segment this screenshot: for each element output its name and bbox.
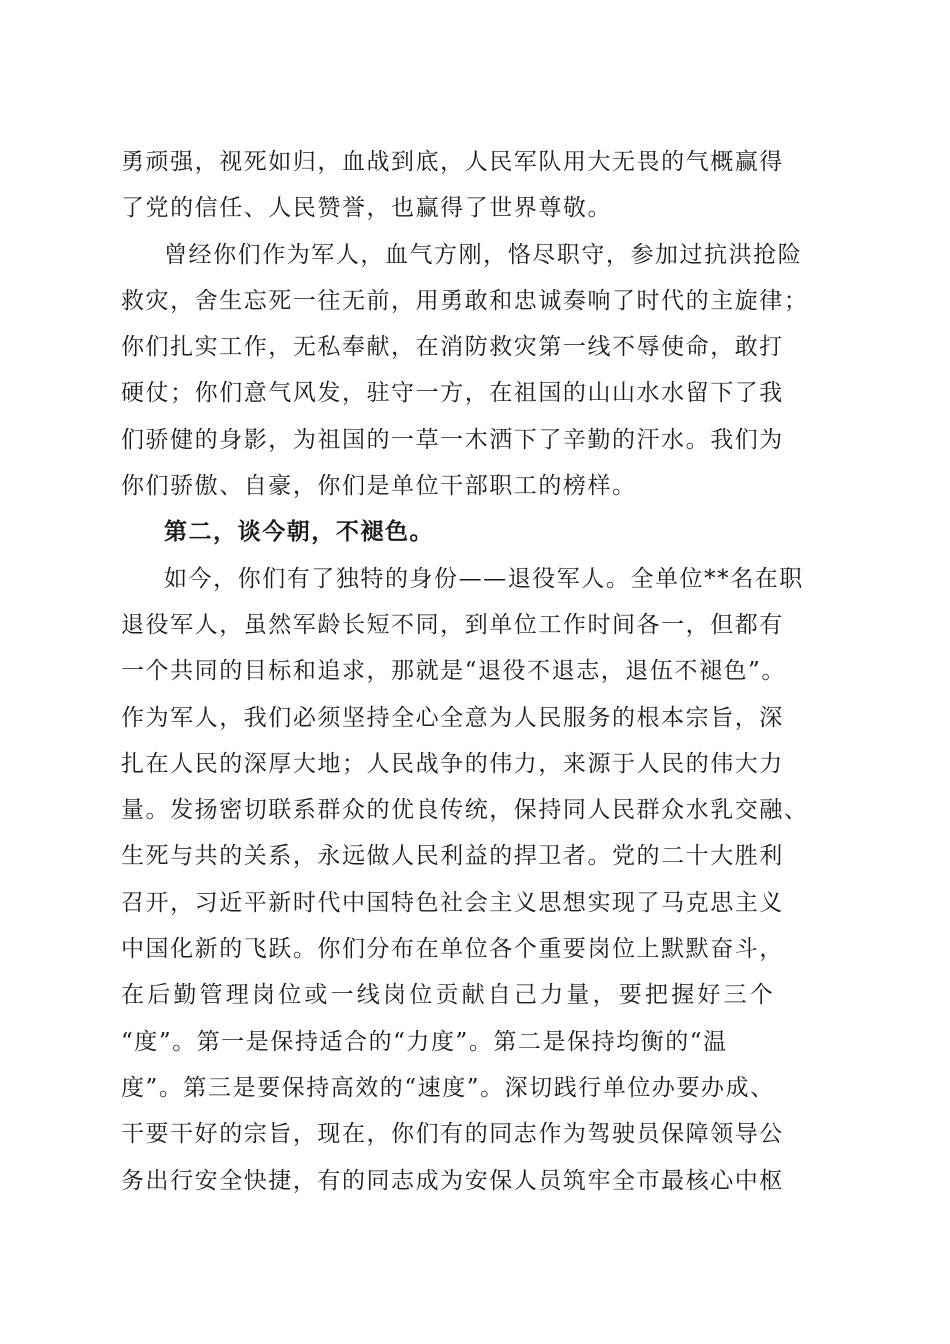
text-line: 你们骄傲、自豪，你们是单位干部职工的榜样。 [121,473,637,500]
text-line: 硬仗；你们意气风发，驻守一方，在祖国的山山水水留下了我 [121,380,784,407]
text-line: 召开，习近平新时代中国特色社会主义思想实现了马克思主义 [121,889,784,916]
text-line: 度”。第三是要保持高效的“速度”。深切践行单位办要办成、 [121,1074,775,1101]
text-line: 勇顽强，视死如归，血战到底，人民军队用大无畏的气概赢得 [121,149,784,175]
text-line: 了党的信任、人民赞誉，也赢得了世界尊敬。 [121,195,612,222]
text-line: 干要干好的宗旨，现在，你们有的同志作为驾驶员保障领导公 [121,1121,784,1148]
text-line: 生死与共的关系，永远做人民利益的捍卫者。党的二十大胜利 [121,843,784,870]
document-body [121,139,831,1204]
text-line: 你们扎实工作，无私奉献，在消防救灾第一线不辱使命，敢打 [121,334,784,361]
text-line: 在后勤管理岗位或一线岗位贡献自己力量，要把握好三个 [121,982,776,1009]
text-line: 一个共同的目标和追求，那就是“退役不退志，退伍不褪色”。 [121,658,786,685]
text-line: 退役军人，虽然军龄长短不同，到单位工作时间各一，但都有 [121,611,784,638]
text-line: 务出行安全快捷，有的同志成为安保人员筑牢全市最核心中枢 [121,1167,784,1194]
text-line: 扎在人民的深厚大地；人民战争的伟力，来源于人民的伟大力 [121,750,784,777]
text-line: “度”。第一是保持适合的“力度”。第二是保持均衡的“温 [121,1028,728,1055]
text-line: 中国化新的飞跃。你们分布在单位各个重要岗位上默默奋斗， [121,936,784,963]
paragraph-start-line: 曾经你们作为军人，血气方刚，恪尽职守，参加过抗洪抢险 [164,241,803,268]
text-line: 作为军人，我们必须坚持全心全意为人民服务的根本宗旨，深 [121,704,784,731]
section-heading: 第二，谈今朝，不褪色。 [164,518,435,546]
text-line: 们骄健的身影，为祖国的一草一木洒下了辛勤的汗水。我们为 [121,426,784,453]
text-line: 救灾，舍生忘死一往无前，用勇敢和忠诚奏响了时代的主旋律； [121,287,809,314]
text-line: 量。发扬密切联系群众的优良传统，保持同人民群众水乳交融、 [121,797,809,824]
paragraph-start-line: 如今，你们有了独特的身份——退役军人。全单位**名在职 [164,565,804,592]
